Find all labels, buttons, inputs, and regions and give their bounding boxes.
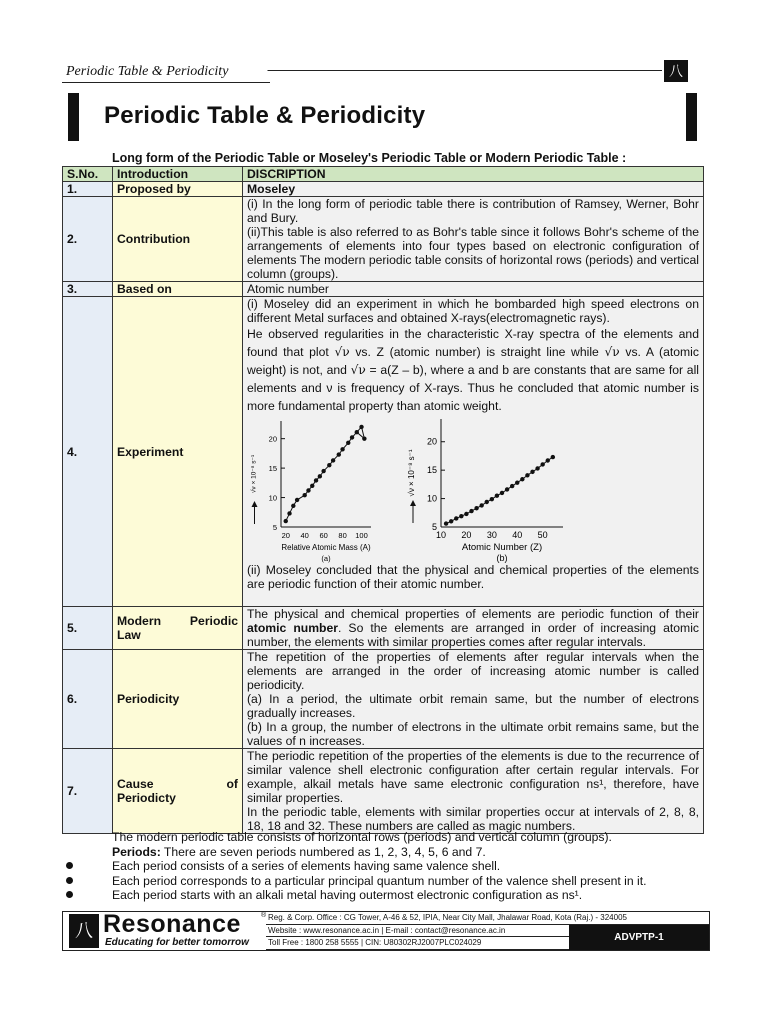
x-tick-label: 30 <box>486 530 497 540</box>
data-point <box>459 514 463 518</box>
row-intro: Based on <box>113 282 243 297</box>
data-point <box>474 506 478 510</box>
figure-caption: (a) <box>321 554 331 563</box>
header-sno: S.No. <box>63 167 113 182</box>
moseley-relation-text: He observed regularities in the characteristic X-ray spectra of the elements and found that plot √ν vs. Z (atomic number) is straight line while √ν vs. A (atomic weight) is not, and √ν = a(Z – b), where a and b are constants that are same for all elements and ν is frequency of X-rays. Thus he concluded that atomic number is more fundamental property than atomic weight. <box>247 327 700 413</box>
row-intro: Contribution <box>113 197 243 282</box>
data-point <box>500 491 504 495</box>
row-description-para: The repetition of the properties of elements after regular intervals when the elements are arranged in the order of increasing atomic number is called periodicity. <box>247 650 699 692</box>
row-intro: Experiment <box>113 297 243 607</box>
bullet-icon <box>66 877 73 884</box>
registered-mark: ® <box>261 912 267 919</box>
x-tick-label: 50 <box>537 530 548 540</box>
row-intro: Proposed by <box>113 182 243 197</box>
data-point <box>310 484 314 488</box>
data-point <box>318 474 322 478</box>
y-tick-label: 10 <box>426 493 437 504</box>
toll-free-cin: Toll Free : 1800 258 5555 | CIN: U80302RJ2007PLC024029 <box>266 937 709 950</box>
row-description-para: (a) In a period, the ultimate orbit remain same, but the number of electrons gradually increases. <box>247 692 699 720</box>
website-email: Website : www.resonance.ac.in | E-mail : contact@resonance.ac.in <box>266 925 709 938</box>
x-axis-label: Relative Atomic Mass (A) <box>281 543 371 552</box>
footer-contact-info <box>266 912 709 950</box>
page-title: Periodic Table & Periodicity <box>104 102 426 129</box>
section-subtitle: Long form of the Periodic Table or Moseley's Periodic Table or Modern Periodic Table : <box>112 151 627 165</box>
data-point <box>340 447 344 451</box>
data-line <box>286 427 362 521</box>
sqrt-nu-symbol: √ν <box>350 363 366 377</box>
row-number: 6. <box>63 650 113 749</box>
row-description <box>243 650 704 749</box>
data-point <box>464 512 468 516</box>
office-address: Reg. & Corp. Office : CG Tower, A-46 & 52, IPIA, Near City Mall, Jhalawar Road, Kota (Raj.) - 324005 <box>266 912 709 925</box>
data-point <box>444 521 448 525</box>
row-number: 1. <box>63 182 113 197</box>
data-point <box>346 441 350 445</box>
resonance-logo-icon: 八 <box>69 914 99 948</box>
data-point <box>291 504 295 508</box>
brand-tagline: Educating for better tomorrow <box>105 937 249 948</box>
title-bar-left <box>68 93 79 141</box>
y-tick-label: 5 <box>272 523 277 532</box>
data-point <box>530 470 534 474</box>
y-axis-arrow-head <box>410 500 416 506</box>
bullet-item: Each period corresponds to a particular principal quantum number of the valence shell present in it. <box>62 874 704 889</box>
y-axis-label: √ν × 10⁻⁸ s⁻¹ <box>407 449 416 497</box>
header-rule-right <box>276 70 662 71</box>
row-description <box>243 197 704 282</box>
brand-name: Resonance <box>103 910 241 938</box>
figure-caption: (b) <box>496 553 508 563</box>
data-point <box>359 425 363 429</box>
note-line: The modern periodic table consists of horizontal rows (periods) and vertical column (groups). <box>112 830 612 844</box>
header-description: DISCRIPTION <box>243 167 704 182</box>
data-point <box>551 455 555 459</box>
data-point <box>479 503 483 507</box>
x-tick-label: 80 <box>338 531 347 540</box>
y-axis-arrow-head <box>252 501 258 507</box>
table-row <box>63 197 704 282</box>
table-row <box>63 749 704 834</box>
row-description: Moseley <box>243 182 704 197</box>
data-point <box>302 493 306 497</box>
row-description: Atomic number <box>243 282 704 297</box>
data-point <box>295 498 299 502</box>
row-intro: Modern Periodic Law <box>113 607 243 650</box>
header-rule <box>62 82 270 83</box>
data-point <box>546 458 550 462</box>
row-number: 7. <box>63 749 113 834</box>
table-row <box>63 607 704 650</box>
table-header-row <box>63 167 704 182</box>
chart-atomic-mass <box>247 415 387 563</box>
data-point <box>495 494 499 498</box>
y-tick-label: 15 <box>426 465 437 476</box>
resonance-corner-logo-icon: 八 <box>664 60 688 82</box>
row-description-para: (ii) Moseley concluded that the physical and chemical properties of the elements are periodic function of their atomic number. <box>247 563 699 591</box>
y-tick-label: 10 <box>268 493 277 503</box>
data-point <box>362 436 366 440</box>
data-point <box>510 484 514 488</box>
data-point <box>540 462 544 466</box>
resonance-logo <box>67 910 263 948</box>
data-point <box>515 480 519 484</box>
row-description-para: (i) In the long form of periodic table there is contribution of Ramsey, Werner, Bohr and Bury. <box>247 197 699 225</box>
sqrt-nu-symbol: √ν <box>334 345 350 359</box>
title-bar-right <box>686 93 697 141</box>
y-tick-label: 20 <box>268 434 277 444</box>
data-point <box>331 458 335 462</box>
bullet-item: Each period starts with an alkali metal having outermost electronic configuration as ns¹. <box>62 888 704 903</box>
periodic-table-info-table <box>62 166 704 834</box>
table-row <box>63 282 704 297</box>
data-point <box>535 466 539 470</box>
x-tick-label: 40 <box>512 530 523 540</box>
row-number: 2. <box>63 197 113 282</box>
data-point <box>287 511 291 515</box>
data-point <box>520 477 524 481</box>
data-point <box>449 519 453 523</box>
data-point <box>350 435 354 439</box>
row-description <box>243 749 704 834</box>
header-introduction: Introduction <box>113 167 243 182</box>
row-description-para: In the periodic table, elements with similar properties occur at intervals of 2, 8, 8, 18, 18 and 32. These numbers are called as magic numbers. <box>247 805 699 833</box>
data-point <box>321 469 325 473</box>
bullet-icon <box>66 862 73 869</box>
x-tick-label: 20 <box>281 531 290 540</box>
sqrt-nu-symbol: √ν <box>604 345 620 359</box>
data-point <box>485 500 489 504</box>
data-point <box>337 452 341 456</box>
page-footer <box>62 911 710 951</box>
y-tick-label: 20 <box>426 436 437 447</box>
y-tick-label: 15 <box>268 464 277 474</box>
table-row <box>63 297 704 607</box>
bullet-icon <box>66 891 73 898</box>
x-tick-label: 100 <box>355 531 368 540</box>
data-point <box>284 519 288 523</box>
row-intro: Cause of Periodicty <box>113 749 243 834</box>
data-point <box>314 478 318 482</box>
page-code: ADVPTP-1 <box>569 925 709 950</box>
row-intro: Periodicity <box>113 650 243 749</box>
row-description-para: (ii)This table is also referred to as Bohr's table since it follows Bohr's scheme of the arrangements of elements into four types based on electronic configuration of elements The modern periodic table consits of horizontal rows (periods) and vertical column (groups). <box>247 225 699 281</box>
row-description: The physical and chemical properties of elements are periodic function of their atomic number. So the elements are arranged in order of increasing atomic number, the elements with similar properties comes after regular intervals. <box>243 607 704 650</box>
data-point <box>327 463 331 467</box>
bullet-item: Each period consists of a series of elements having same valence shell. <box>62 859 704 874</box>
row-number: 3. <box>63 282 113 297</box>
row-number: 4. <box>63 297 113 607</box>
x-axis-label: Atomic Number (Z) <box>461 542 543 553</box>
x-tick-label: 10 <box>435 530 447 540</box>
data-point <box>469 509 473 513</box>
row-number: 5. <box>63 607 113 650</box>
data-point <box>454 516 458 520</box>
running-head: Periodic Table & Periodicity <box>66 64 229 79</box>
row-description-para: (b) In a group, the number of electrons in the ultimate orbit remains same, but the values of n increases. <box>247 720 699 748</box>
table-row <box>63 182 704 197</box>
data-point <box>525 473 529 477</box>
x-tick-label: 40 <box>300 531 309 540</box>
header-rule-slant <box>256 70 280 82</box>
y-axis-label: √ν × 10⁻⁸ s⁻¹ <box>250 454 258 494</box>
data-point <box>490 497 494 501</box>
table-row <box>63 650 704 749</box>
data-point <box>306 488 310 492</box>
row-description-para: The periodic repetition of the properties of the elements is due to the recurrence of similar valence shell electronic configuration after certain regular intervals. For example, alkail metals have same electronic configuration ns¹, therefore, have similar properties. <box>247 749 699 805</box>
periods-note: Periods: There are seven periods numbered as 1, 2, 3, 4, 5, 6 and 7. <box>112 844 486 859</box>
data-point <box>355 430 359 434</box>
chart-atomic-number <box>403 415 573 563</box>
y-tick-label: 5 <box>431 522 437 532</box>
x-tick-label: 60 <box>319 531 328 540</box>
notes-section <box>62 830 704 903</box>
row-description-para: (i) Moseley did an experiment in which he bombarded high speed electrons on different Metal surfaces and obtained X-rays(electromagnetic rays). <box>247 297 699 325</box>
x-tick-label: 20 <box>461 530 472 540</box>
row-description <box>243 297 704 607</box>
moseley-figure <box>247 415 699 563</box>
data-point <box>505 487 509 491</box>
